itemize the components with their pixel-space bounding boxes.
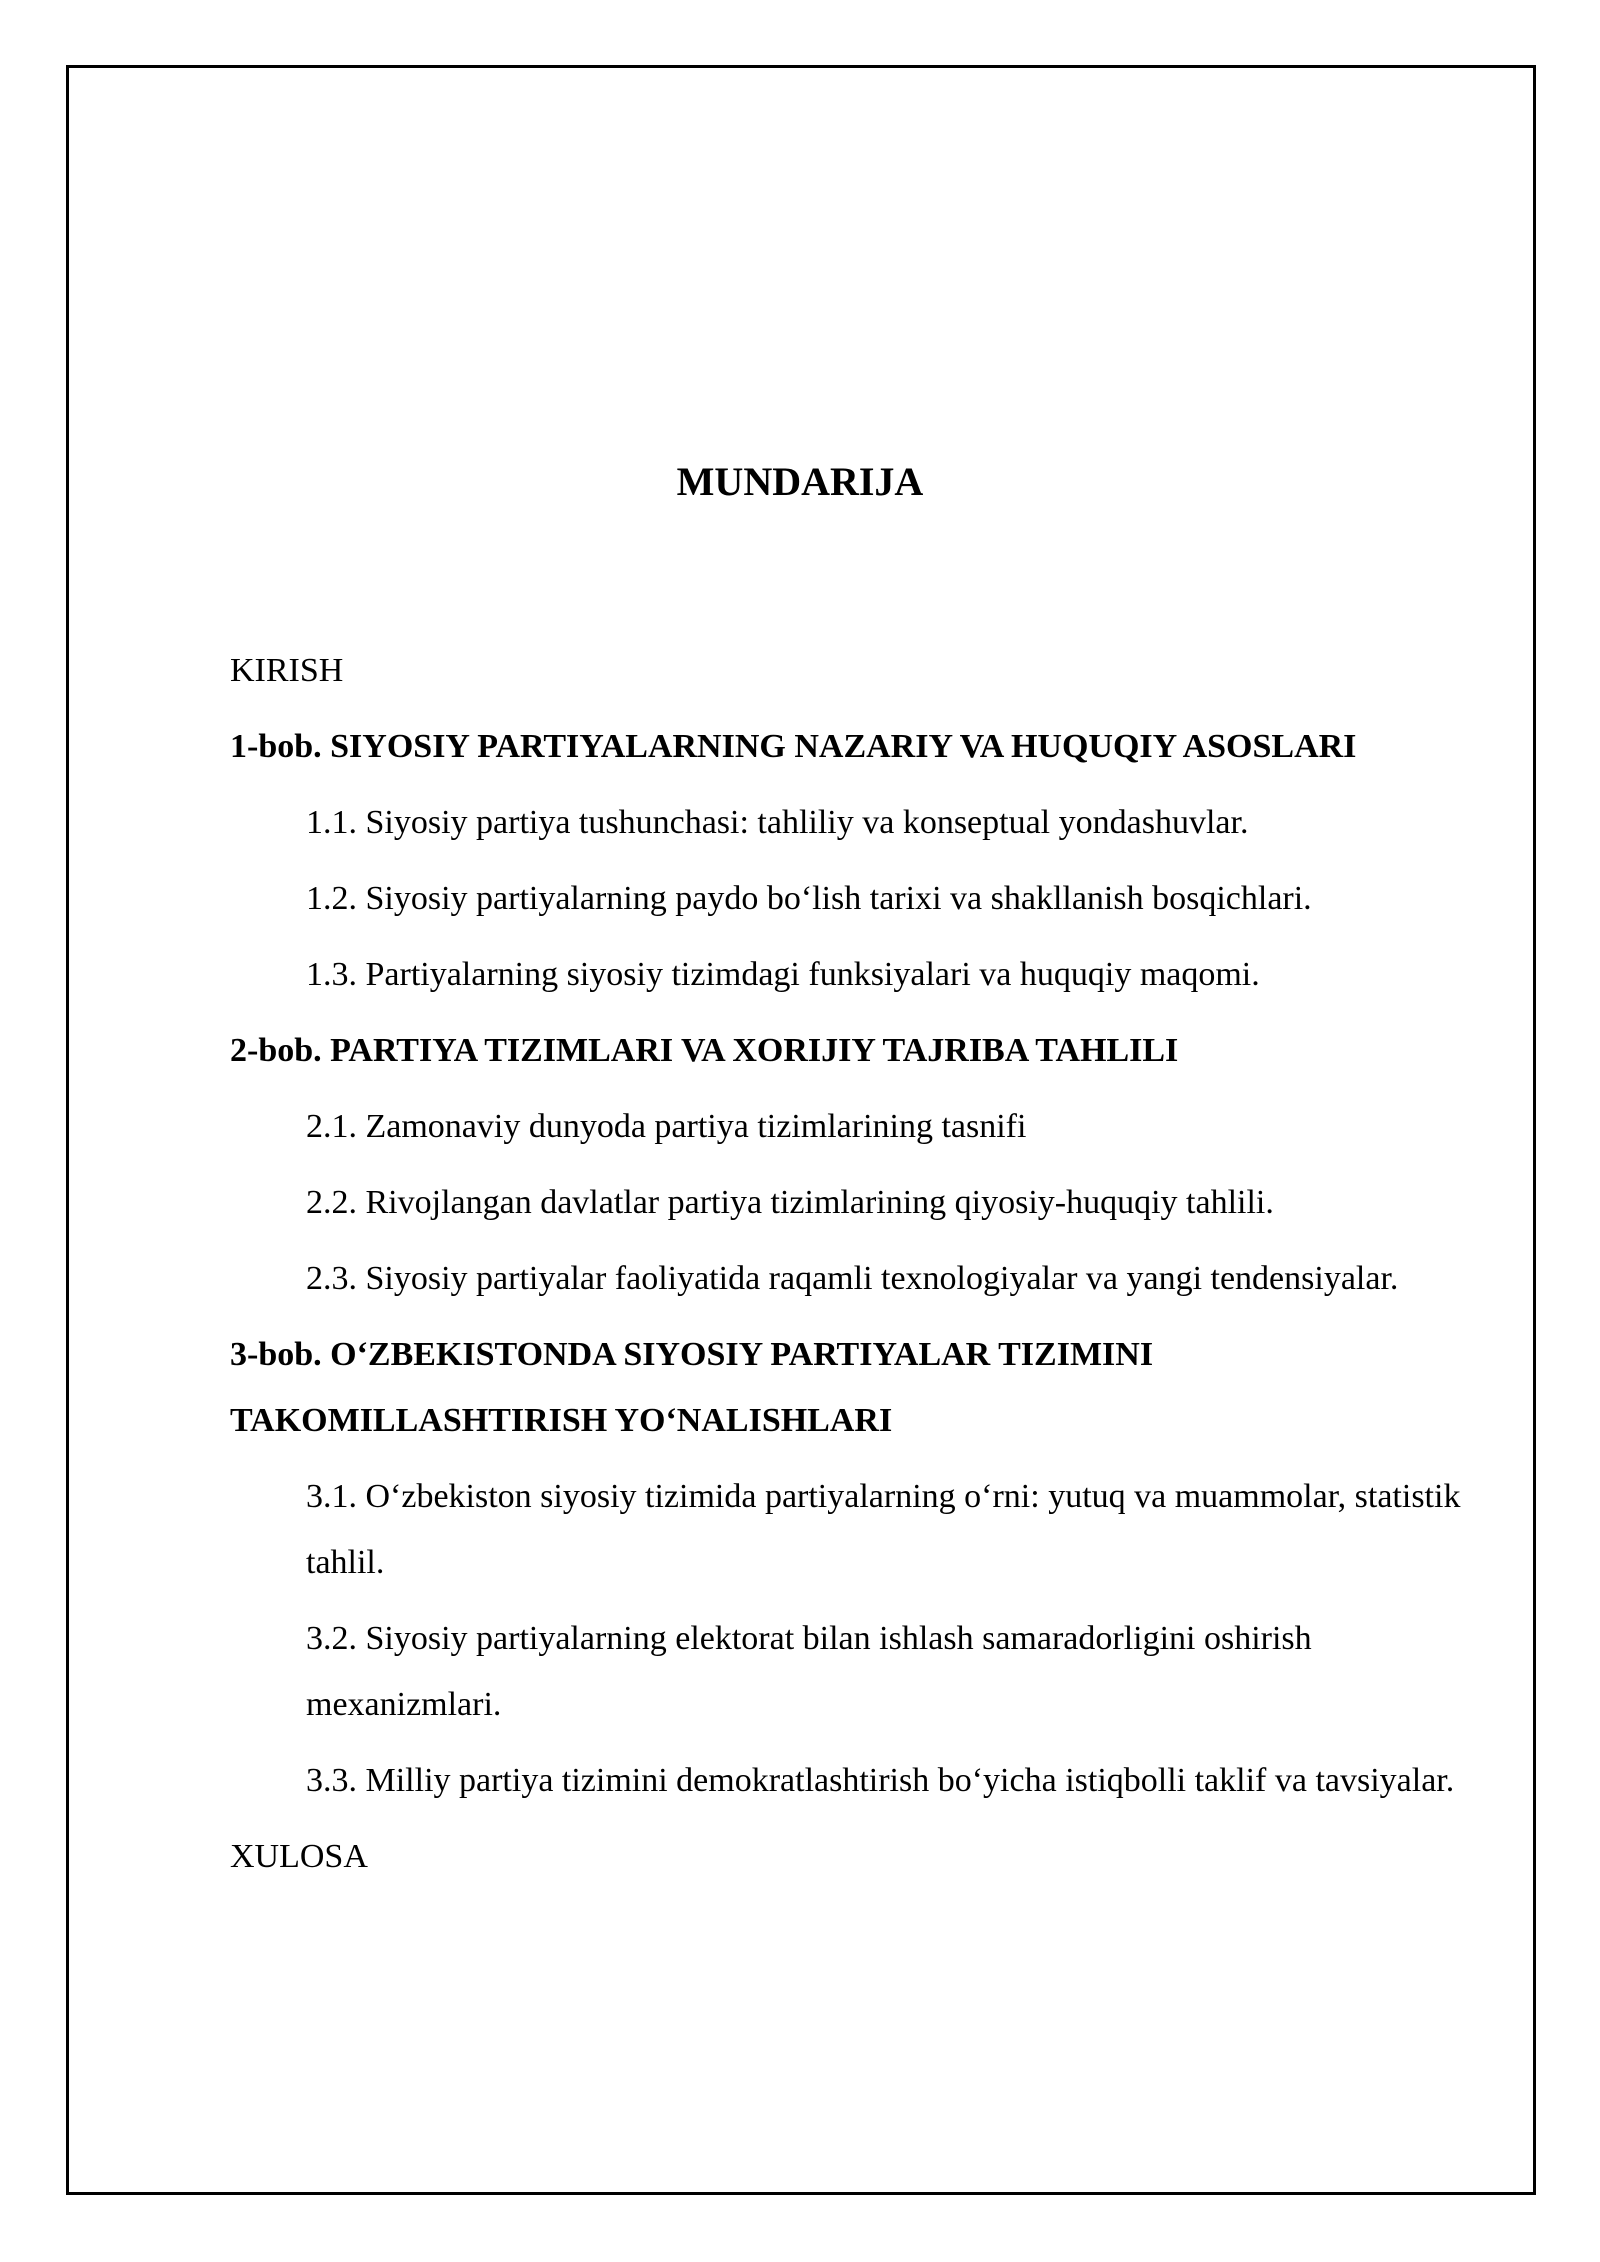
toc-section-3-3: 3.3. Milliy partiya tizimini demokratlashtirish bo‘yicha istiqbolli taklif va tavsiyalar. <box>306 1762 1455 1799</box>
toc-section-3-1: 3.1. O‘zbekiston siyosiy tizimida partiyalarning o‘rni: yutuq va muammolar, statistik tahlil. <box>306 1478 1461 1581</box>
toc-intro: KIRISH <box>230 652 344 689</box>
document-title: MUNDARIJA <box>676 459 924 504</box>
toc-conclusion: XULOSA <box>230 1838 368 1875</box>
toc-section-2-3: 2.3. Siyosiy partiyalar faoliyatida raqamli texnologiyalar va yangi tendensiyalar. <box>306 1260 1399 1297</box>
toc-section-1-3: 1.3. Partiyalarning siyosiy tizimdagi funksiyalari va huquqiy maqomi. <box>306 956 1260 993</box>
table-of-contents <box>230 638 1470 1900</box>
toc-chapter-3: 3-bob. O‘ZBEKISTONDA SIYOSIY PARTIYALAR TIZIMINI TAKOMILLASHTIRISH YO‘NALISHLARI <box>230 1336 1154 1439</box>
toc-section-2-2: 2.2. Rivojlangan davlatlar partiya tizimlarining qiyosiy-huquqiy tahlili. <box>306 1184 1274 1221</box>
toc-chapter-1: 1-bob. SIYOSIY PARTIYALARNING NAZARIY VA HUQUQIY ASOSLARI <box>230 728 1357 765</box>
toc-section-2-1: 2.1. Zamonaviy dunyoda partiya tizimlarining tasnifi <box>306 1108 1027 1145</box>
toc-section-1-1: 1.1. Siyosiy partiya tushunchasi: tahliliy va konseptual yondashuvlar. <box>306 804 1249 841</box>
toc-section-1-2: 1.2. Siyosiy partiyalarning paydo bo‘lish tarixi va shakllanish bosqichlari. <box>306 880 1312 917</box>
toc-section-3-2: 3.2. Siyosiy partiyalarning elektorat bilan ishlash samaradorligini oshirish mexanizmlari. <box>306 1620 1312 1723</box>
toc-chapter-2: 2-bob. PARTIYA TIZIMLARI VA XORIJIY TAJRIBA TAHLILI <box>230 1032 1179 1069</box>
